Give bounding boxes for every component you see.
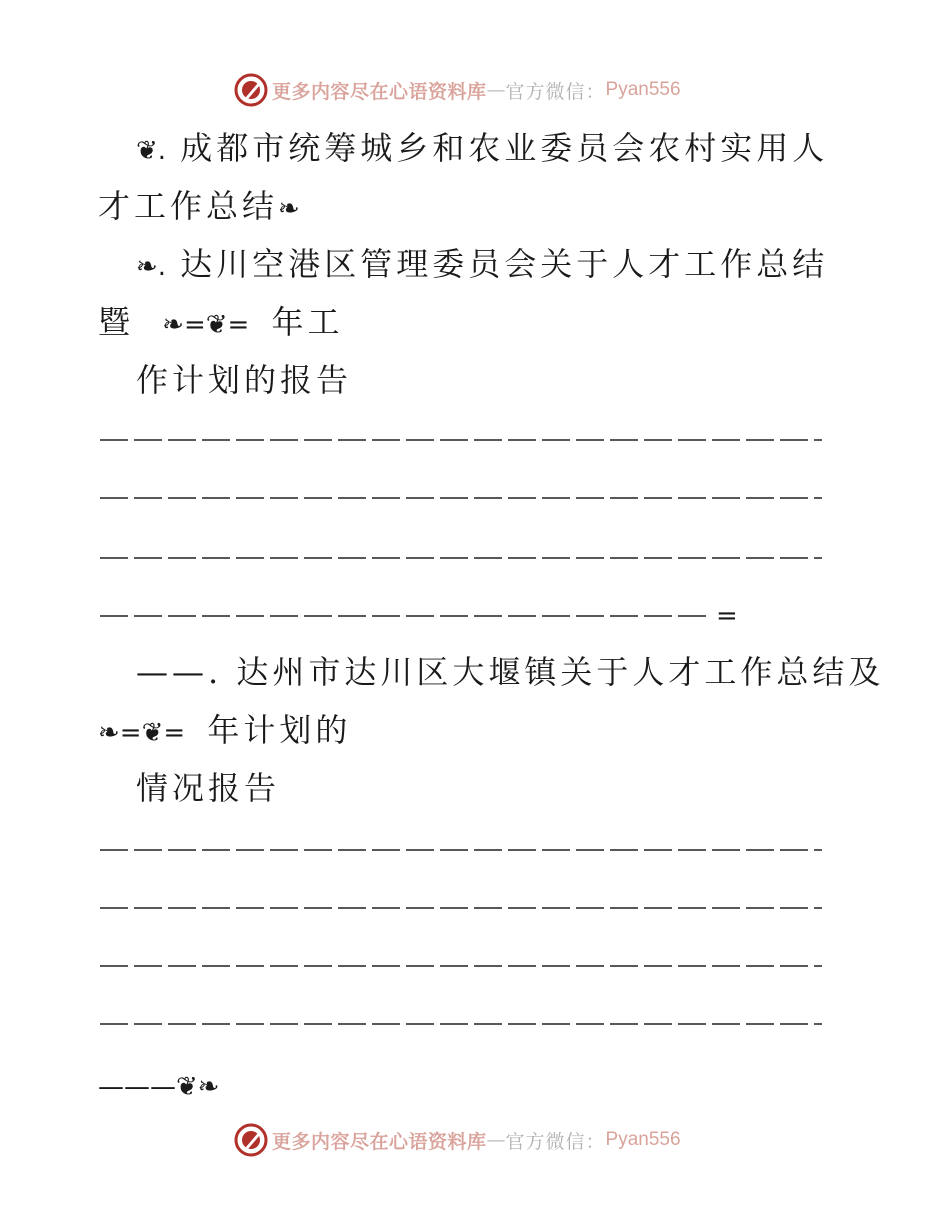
item1-title-part1: 成都市统筹城乡和农业委员会农村实用人 bbox=[180, 129, 829, 167]
banner-wechat-id: Pyan556 bbox=[605, 79, 681, 100]
pen-logo-icon bbox=[234, 73, 268, 107]
banner-title: 更多内容尽在心语资料库 bbox=[272, 80, 487, 103]
end-ornament-line bbox=[98, 1064, 220, 1107]
tail-ornament: = bbox=[716, 601, 738, 631]
item2-title-part1: 达川空港区管理委员会关于人才工作总结 bbox=[180, 245, 829, 283]
item2-line1 bbox=[136, 244, 828, 287]
leader-tail bbox=[716, 596, 738, 636]
item3-line1 bbox=[136, 652, 884, 692]
item3-marker: ——. bbox=[136, 653, 223, 691]
banner-separator: — bbox=[486, 1129, 506, 1151]
item3-title-part3: 情况报告 bbox=[136, 769, 281, 807]
item2-title-part3: 作计划的报告 bbox=[136, 361, 353, 399]
item3-line2 bbox=[98, 710, 351, 753]
leader-line bbox=[100, 608, 712, 624]
item2-title-part2b: 年工 bbox=[271, 303, 344, 341]
leader-line bbox=[100, 958, 822, 974]
year-ornament: ❧=❦= bbox=[162, 310, 250, 340]
leader-line bbox=[100, 842, 822, 858]
banner-title: 更多内容尽在心语资料库 bbox=[272, 1130, 487, 1153]
leader-line bbox=[100, 490, 822, 506]
leader-line bbox=[100, 1016, 822, 1032]
ornament-marker: ❦. bbox=[136, 136, 167, 166]
footer-banner bbox=[234, 1122, 681, 1158]
item1-line1 bbox=[136, 128, 828, 171]
pen-logo-icon bbox=[234, 1123, 268, 1157]
item3-title-part2: 年计划的 bbox=[207, 711, 352, 749]
end-ornament: ———❦❧ bbox=[98, 1072, 220, 1102]
banner-separator: — bbox=[486, 79, 506, 101]
item1-line2 bbox=[98, 186, 300, 229]
banner-wechat-id: Pyan556 bbox=[605, 1129, 681, 1150]
item2-title-part2a: 暨 bbox=[98, 303, 135, 341]
banner-wechat-label: 官方微信： bbox=[505, 1130, 606, 1153]
item3-title-part1: 达州市达川区大堰镇关于人才工作总结及 bbox=[236, 653, 885, 691]
leader-line bbox=[100, 900, 822, 916]
leader-line bbox=[100, 550, 822, 566]
item2-line3 bbox=[136, 360, 352, 400]
item2-line2 bbox=[98, 302, 344, 345]
leader-line bbox=[100, 432, 822, 448]
header-banner bbox=[234, 72, 681, 108]
ornament-marker: ❧. bbox=[136, 252, 167, 282]
year-ornament: ❧=❦= bbox=[98, 718, 186, 748]
item1-title-part2: 才工作总结 bbox=[98, 187, 279, 225]
banner-wechat-label: 官方微信： bbox=[505, 80, 606, 103]
item3-line3 bbox=[136, 768, 280, 808]
ornament-end: ❧ bbox=[278, 194, 300, 224]
